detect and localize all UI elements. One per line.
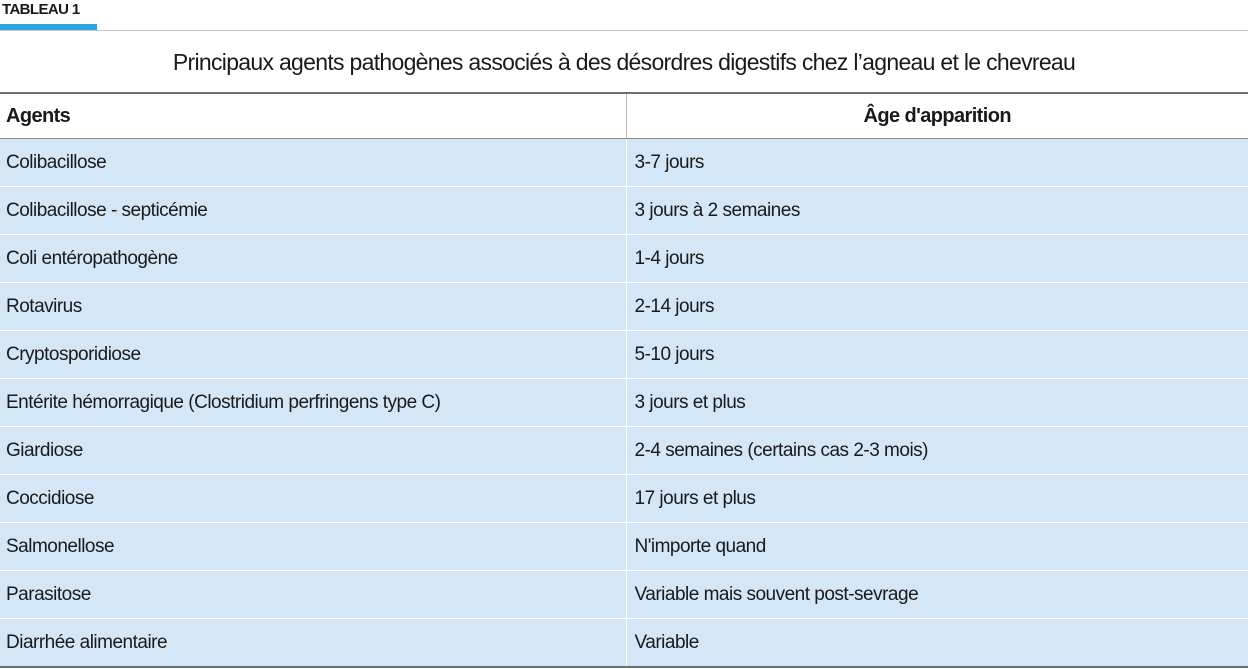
table-row <box>0 427 1248 475</box>
agent-cell: Cryptosporidiose <box>0 331 626 379</box>
age-cell: Variable <box>626 619 1248 668</box>
age-cell: 5-10 jours <box>626 331 1248 379</box>
top-rule <box>0 30 1248 31</box>
agent-cell: Colibacillose <box>0 139 626 187</box>
agent-cell: Salmonellose <box>0 523 626 571</box>
table-row <box>0 187 1248 235</box>
table-label-block <box>0 0 98 32</box>
table-row <box>0 523 1248 571</box>
table-row <box>0 235 1248 283</box>
age-cell: 2-4 semaines (certains cas 2-3 mois) <box>626 427 1248 475</box>
table-row <box>0 619 1248 668</box>
table-row <box>0 475 1248 523</box>
table-row <box>0 379 1248 427</box>
table-row <box>0 331 1248 379</box>
agent-cell: Colibacillose - septicémie <box>0 187 626 235</box>
agent-cell: Giardiose <box>0 427 626 475</box>
age-cell: Variable mais souvent post-sevrage <box>626 571 1248 619</box>
table-row <box>0 571 1248 619</box>
table-title: Principaux agents pathogènes associés à des désordres digestifs chez l’agneau et le chevreau <box>172 49 1076 75</box>
age-cell: 3 jours et plus <box>626 379 1248 427</box>
agent-cell: Rotavirus <box>0 283 626 331</box>
table-row <box>0 139 1248 187</box>
agent-cell: Coccidiose <box>0 475 626 523</box>
table-label: TABLEAU 1 <box>2 1 80 18</box>
column-header-agents: Agents <box>0 93 626 139</box>
table-row <box>0 283 1248 331</box>
table-header-row <box>0 93 1248 139</box>
age-cell: 17 jours et plus <box>626 475 1248 523</box>
agent-cell: Diarrhée alimentaire <box>0 619 626 668</box>
agent-cell: Coli entéropathogène <box>0 235 626 283</box>
age-cell: 2-14 jours <box>626 283 1248 331</box>
pathogens-table <box>0 92 1248 668</box>
age-cell: 3-7 jours <box>626 139 1248 187</box>
agent-cell: Parasitose <box>0 571 626 619</box>
age-cell: N'importe quand <box>626 523 1248 571</box>
age-cell: 1-4 jours <box>626 235 1248 283</box>
column-header-age: Âge d'apparition <box>626 93 1248 139</box>
age-cell: 3 jours à 2 semaines <box>626 187 1248 235</box>
agent-cell: Entérite hémorragique (Clostridium perfringens type C) <box>0 379 626 427</box>
